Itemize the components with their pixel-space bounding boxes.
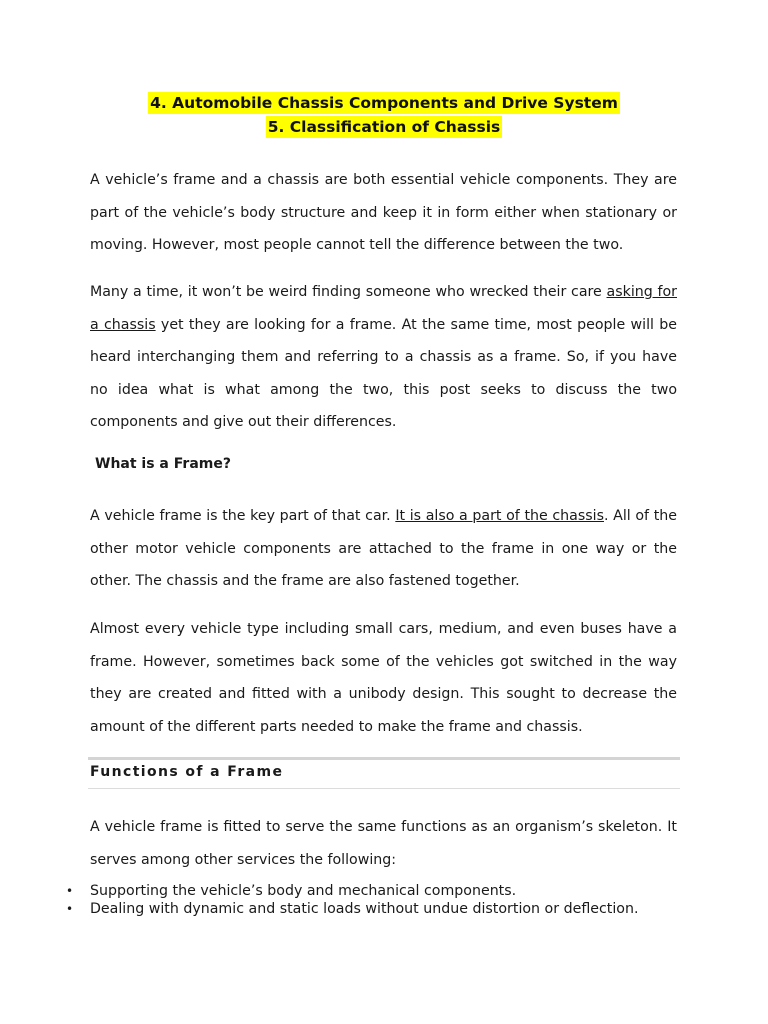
- document-subtitle: 5. Classification of Chassis: [267, 118, 501, 136]
- bullet-icon: •: [66, 902, 74, 916]
- functions-list: [0, 882, 768, 918]
- frame-paragraph-text-end: . All of the other motor vehicle components are attached to the frame in one way or the other. The chassis and the frame are also fastened together.: [90, 508, 677, 590]
- asking-for-chassis-link[interactable]: asking for a chassis: [90, 284, 677, 333]
- list-item: [0, 900, 768, 918]
- section-divider-top: [88, 757, 680, 760]
- list-item: [0, 882, 768, 900]
- functions-of-frame-heading: Functions of a Frame: [90, 764, 284, 780]
- frame-definition-paragraph: [90, 500, 677, 598]
- chassis-paragraph: [90, 276, 677, 439]
- document-title: 4. Automobile Chassis Components and Drive System: [150, 94, 618, 112]
- chassis-paragraph-text-end: yet they are looking for a frame. At the same time, most people will be heard interchanging them and referring to a chassis as a frame. So, if you have no idea what is what among the two, this post seeks to discuss the two components and give out their differences.: [90, 316, 677, 431]
- section-divider-bottom: [88, 788, 680, 789]
- chassis-paragraph-text-start: Many a time, it won’t be weird finding someone who wrecked their care: [90, 284, 607, 300]
- intro-paragraph: A vehicle’s frame and a chassis are both essential vehicle components. They are part of the vehicle’s body structure and keep it in form either when stationary or moving. However, most people cannot tell the difference between the two.: [90, 172, 677, 254]
- frame-paragraph-text-start: A vehicle frame is the key part of that car.: [90, 508, 396, 524]
- document-titles: [0, 92, 768, 140]
- list-item-text: Supporting the vehicle’s body and mechanical components.: [90, 883, 517, 899]
- vehicle-types-paragraph: Almost every vehicle type including small cars, medium, and even buses have a frame. However, sometimes back some of the vehicles got switched in the way they are created and fitted with a unibody design. This sought to decrease the amount of the different parts needed to make the frame and chassis.: [90, 621, 677, 735]
- list-item-text: Dealing with dynamic and static loads without undue distortion or deflection.: [90, 901, 639, 917]
- what-is-frame-heading: What is a Frame?: [95, 456, 231, 472]
- part-of-chassis-link[interactable]: It is also a part of the chassis: [395, 508, 604, 524]
- functions-intro-paragraph: A vehicle frame is fitted to serve the same functions as an organism’s skeleton. It serves among other services the following:: [90, 819, 677, 868]
- bullet-icon: •: [66, 884, 74, 898]
